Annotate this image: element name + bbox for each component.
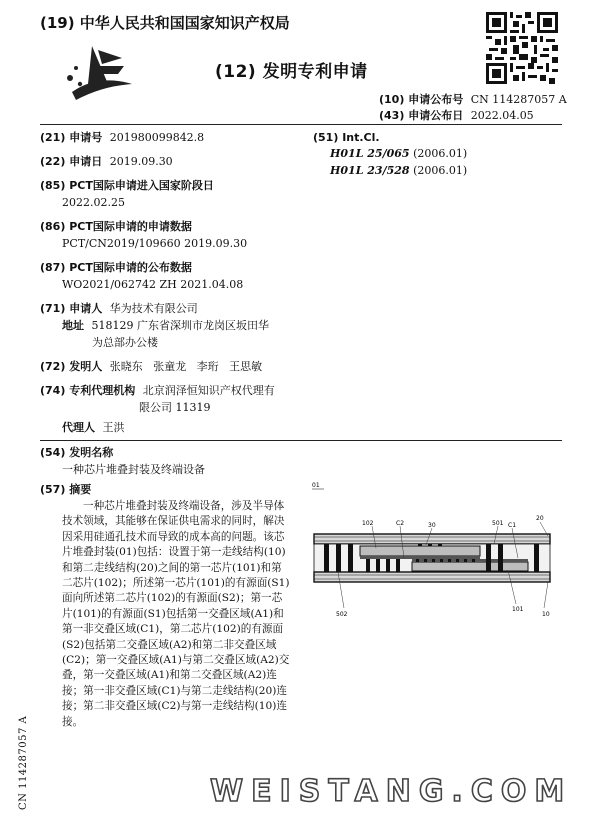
- abstract-line: 因采用硅通孔技术而导致的成本高的问题。该芯: [62, 530, 285, 543]
- app-number-label: (21) 申请号: [40, 131, 103, 144]
- agency-line2: 限公司 11319: [139, 401, 211, 414]
- abstract-line: 技术领域，其能够在保证供电需求的同时，解决: [62, 515, 285, 528]
- abstract-figure: [308, 478, 562, 624]
- office-name: (19) 中华人民共和国国家知识产权局: [40, 14, 290, 32]
- classification-2-code: H01L 23/528: [330, 164, 410, 177]
- abstract-line: 和第二走线结构(20)之间的第一芯片(101)和第: [62, 561, 282, 574]
- classification-1: [330, 146, 467, 161]
- side-publication-id: CN 114287057 A: [18, 715, 29, 810]
- inventors-row: [40, 359, 262, 374]
- emblem-icon: [62, 44, 136, 104]
- label-c1: C1: [508, 522, 517, 529]
- label-102: 102: [362, 520, 374, 527]
- agent-label: 代理人: [62, 421, 95, 434]
- label-10: 10: [542, 611, 550, 618]
- abstract-text: [62, 499, 290, 730]
- abstract-line: 接。: [62, 715, 84, 728]
- address-label: 地址: [62, 319, 84, 332]
- label-502: 502: [336, 611, 348, 618]
- abstract-label: (57) 摘要: [40, 483, 92, 496]
- classification-1-version: (2006.01): [413, 147, 468, 160]
- agency-line1: 北京润泽恒知识产权代理有: [142, 384, 275, 397]
- title-label: (54) 发明名称: [40, 446, 114, 459]
- watermark: WEISTANG.COM: [210, 774, 573, 809]
- filing-date-label: (22) 申请日: [40, 155, 103, 168]
- filing-date-row: [40, 154, 173, 169]
- pub-date: 2022.04.05: [470, 109, 534, 122]
- app-number-row: [40, 130, 204, 145]
- abstract-line: 第一非交叠区域(C1)，第二芯片(102)的有源面: [62, 623, 284, 636]
- agency-label: (74) 专利代理机构: [40, 384, 136, 397]
- pct-app-label: (86) PCT国际申请的申请数据: [40, 220, 192, 233]
- applicant: 华为技术有限公司: [109, 302, 198, 315]
- pct-app-data: PCT/CN2019/109660 2019.09.30: [62, 237, 248, 250]
- header-divider: [40, 124, 562, 125]
- agency-row: [40, 383, 275, 398]
- pct-pub-label: (87) PCT国际申请的公布数据: [40, 261, 192, 274]
- agent: 王洪: [102, 421, 125, 434]
- applicant-label: (71) 申请人: [40, 302, 103, 315]
- pct-entry-date: 2022.02.25: [62, 196, 125, 209]
- address-row: [62, 318, 269, 333]
- abstract-line: 片(101)的有源面(S1)包括第一交叠区域(A1)和: [62, 607, 284, 620]
- label-30-top: 30: [428, 522, 436, 529]
- biblio-divider: [40, 440, 562, 441]
- classification-1-code: H01L 25/065: [330, 147, 410, 160]
- classification-2: [330, 163, 467, 178]
- abstract-line: 接；第一非交叠区域(C1)与第二走线结构(20)连: [62, 684, 287, 697]
- abstract-line: 叠，第一交叠区域(A1)和第二交叠区域(A2)连: [62, 669, 277, 682]
- abstract-line: 片堆叠封装(01)包括：设置于第一走线结构(10): [62, 546, 286, 559]
- inventors: 张晓东 张童龙 李珩 王思敏: [109, 360, 263, 373]
- pub-number: CN 114287057 A: [470, 93, 567, 106]
- fig-label: 01: [312, 482, 320, 489]
- document-type: (12) 发明专利申请: [215, 62, 368, 82]
- pct-entry-label: (85) PCT国际申请进入国家阶段日: [40, 179, 214, 192]
- abstract-line: (S2)包括第二交叠区域(A2)和第二非交叠区域: [62, 638, 277, 651]
- pct-pub-data: WO2021/062742 ZH 2021.04.08: [62, 278, 244, 291]
- label-501: 501: [492, 520, 504, 527]
- abstract-line: (C2)；第一交叠区域(A1)与第二交叠区域(A2)交: [62, 654, 290, 667]
- agent-row: [62, 420, 125, 435]
- label-c2: C2: [396, 520, 405, 527]
- abstract-line: 接；第二非交叠区域(C2)与第一走线结构(10)连: [62, 700, 287, 713]
- invention-title: 一种芯片堆叠封装及终端设备: [62, 463, 205, 476]
- abstract-line: 面向所述第二芯片(102)的有源面(S2)；第一芯: [62, 592, 283, 605]
- inventors-label: (72) 发明人: [40, 360, 103, 373]
- app-number: 201980099842.8: [109, 131, 205, 144]
- intcl-label: (51) Int.Cl.: [313, 131, 380, 144]
- label-20: 20: [536, 515, 544, 522]
- address-line1: 518129 广东省深圳市龙岗区坂田华: [91, 319, 269, 332]
- abstract-line: 一种芯片堆叠封装及终端设备，涉及半导体: [83, 500, 285, 512]
- pub-date-label: (43) 申请公布日: [379, 109, 464, 122]
- address-line2: 为总部办公楼: [92, 336, 158, 349]
- label-101: 101: [512, 606, 524, 613]
- classification-2-version: (2006.01): [413, 164, 468, 177]
- filing-date: 2019.09.30: [109, 155, 173, 168]
- applicant-row: [40, 301, 198, 316]
- pub-number-label: (10) 申请公布号: [379, 93, 464, 106]
- abstract-line: 二芯片(102)；所述第一芯片(101)的有源面(S1): [62, 577, 290, 590]
- qr-code: [486, 12, 558, 84]
